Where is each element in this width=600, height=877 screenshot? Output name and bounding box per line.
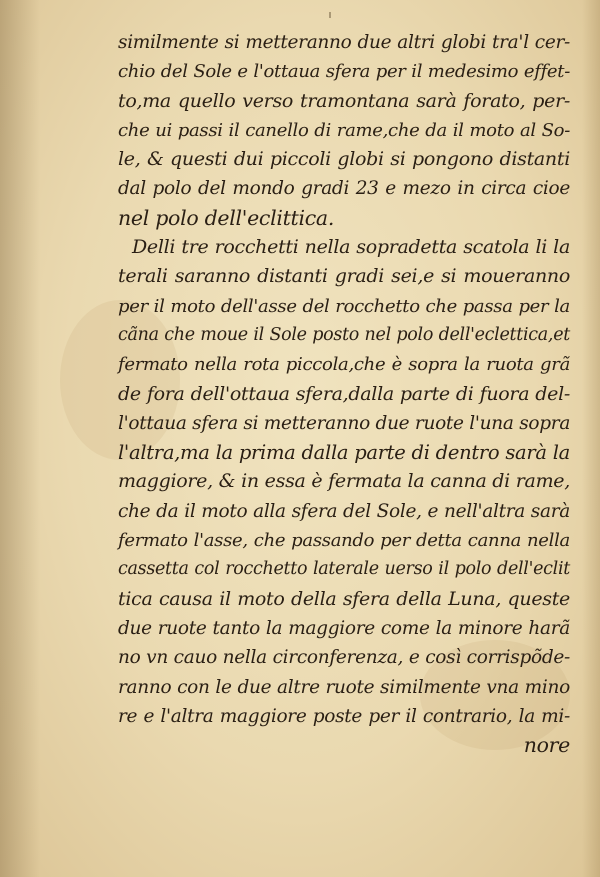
gutter-shadow (0, 0, 40, 877)
text-line: ranno con le due altre ruote similmente vna mino (118, 676, 570, 698)
text-line: de fora dell'ottaua sfera,dalla parte di fuora del- (118, 382, 570, 405)
text-line: cãna che moue il Sole posto nel polo dell'eclettica,et (118, 324, 570, 345)
text-line: no vn cauo nella circonferenza, e così corrispõde- (118, 647, 570, 669)
text-line: similmente si metteranno due altri globi tra'l cer- (118, 32, 570, 53)
text-line: re e l'altra maggiore poste per il contrario, la mi- (118, 705, 570, 727)
catchword: nore (523, 733, 570, 758)
text-line: l'altra,ma la prima dalla parte di dentro sarà la (118, 441, 570, 465)
text-line: dal polo del mondo gradi 23 e mezo in circa cioe (118, 178, 570, 200)
text-line: che da il moto alla sfera del Sole, e nell'altra sarà (118, 500, 570, 522)
text-line: cassetta col rocchetto laterale uerso il polo dell'eclit (118, 559, 570, 580)
text-line: fermato nella rota piccola,che è sopra la ruota grã (118, 354, 570, 376)
text-line: le, & questi dui piccoli globi si pongono distanti (118, 148, 570, 171)
text-line: che ui passi il canello di rame,che da il moto al So- (118, 119, 570, 141)
edge-shadow (582, 0, 600, 877)
text-line: nel polo dell'eclittica. (118, 205, 335, 230)
text-line: due ruote tanto la maggiore come la minore harã (118, 617, 570, 639)
text-line: l'ottaua sfera si metteranno due ruote l'una sopra (118, 412, 571, 434)
text-line: maggiore, & in essa è fermata la canna di rame, (118, 470, 570, 493)
text-line: per il moto dell'asse del rocchetto che passa per la (118, 295, 570, 317)
text-line: Delli tre rocchetti nella sopradetta scatola li la (132, 236, 570, 259)
text-line: fermato l'asse, che passando per detta canna nella (118, 530, 570, 552)
text-line: tica causa il moto della sfera della Luna, queste (118, 587, 570, 610)
text-line: chio del Sole e l'ottaua sfera per il medesimo effet- (118, 61, 570, 83)
text-line: terali saranno distanti gradi sei,e si moueranno (118, 265, 570, 288)
body-text (118, 28, 570, 760)
text-line: to,ma quello verso tramontana sarà forato, per- (118, 89, 570, 112)
page-mark (329, 12, 331, 18)
